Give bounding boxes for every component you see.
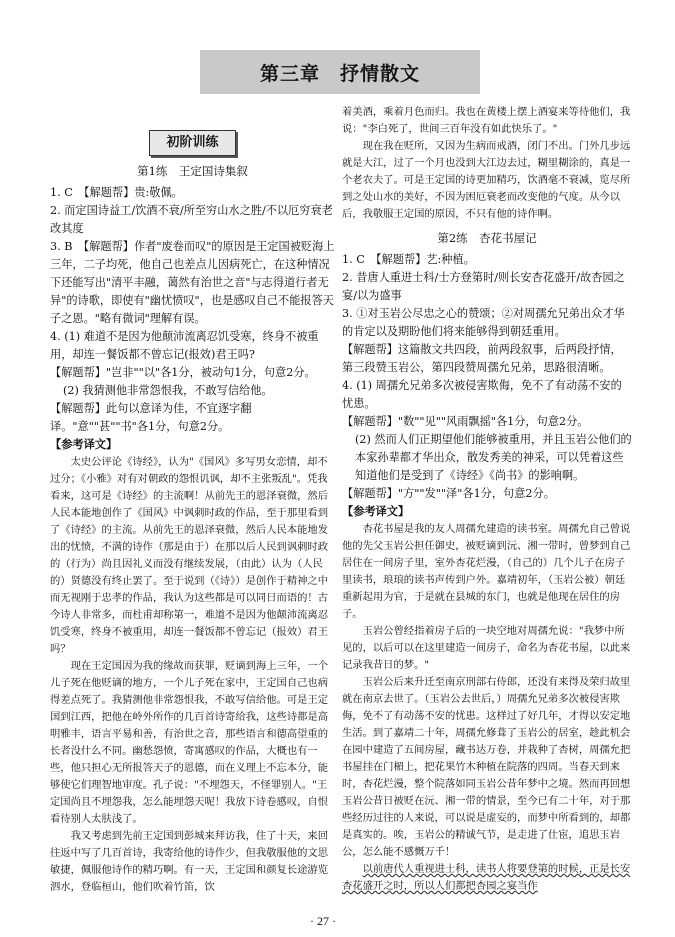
answer-4-2: (2) 然而人们正期望他们能够被重用，并且玉岩公他们的本家孙辈都才华出众，散发秀美的神采，可以凭着这些知道他们是受到了《诗经》《尚书》的影响啊。 (355, 433, 632, 482)
left-column (50, 112, 335, 896)
page-number: · 27 · (310, 914, 336, 928)
badge-wrap (50, 130, 335, 156)
answer-1: 1. C 【解题帮】贵:敬佩。 (50, 186, 183, 199)
answer-4-2: (2) 我猜测他非常怨恨我，不敢写信给他。 (63, 384, 273, 397)
answer-4-1: 4. (1) 周孺允兄弟多次被侵害欺侮，免不了有动荡不安的忧患。 (342, 379, 622, 410)
translation-paragraph: 玉岩公后来升迁至南京刑部右侍郎，还没有来得及荣归故里就在南京去世了。（玉岩公去世后，）周孺允兄弟多次被侵害欺侮，免不了有动荡不安的忧患。这样过了好几年，才得以安定地生活。到了嘉靖二十年，周孺允修葺了玉岩公的居室，趁此机会在园中建造了五间房屋，藏书达万卷，并栽种了杏树，周孺允把书屋挂在门楣上，把花果竹木种植在院落的四周。当春天到来时，杏花烂漫，整个院落如同玉岩公昔年梦中之境。然而再回想玉岩公昔日被贬在沅、湘一带的情景，至今已有二十年，对于那些经历过往的人来说，可以说是虚妄的，而梦中所看到的，却都是真实的。唉，玉岩公的精诚气节，是走进了仕宦，追思玉岩公，怎么能不感慨万千！ (342, 676, 631, 858)
answer-1: 1. C 【解题帮】艺:种植。 (342, 253, 475, 266)
translation-paragraph: 我又考虑到先前王定国到彭城来拜访我，住了十天，来回往返中写了几百首诗，我寄给他的诗作少，但我敬服他的文思敏捷，佩服他诗作的精巧啊。有一天，王定国和颜复长途游览泗水，登临桓山，他们吹着竹笛，饮 (50, 830, 329, 893)
section-badge: 初阶训练 (149, 130, 235, 156)
answer-4-1-note: 【解题帮】"数""见""风雨飘摇"各1分，句意2分。 (342, 415, 589, 428)
answer-2: 2. 昔唐人重进士科/士方登第时/则长安杏花盛开/故杏园之宴/以为盛事 (342, 271, 625, 302)
translation-paragraph: 现在王定国因为我的缘故而获罪，贬谪到海上三年，一个儿子死在他贬谪的地方，一个儿子死在家中，王定国自己也病得差点死了。我猜测他非常怨恨我，不敢写信给他。可是王定国到江西，把他在岭外所作的几百首诗寄给我，这些诗都是高明雅丰，语言平易和善，有治世之音，那些语言和德高望重的长者没什么不同。幽愁怨愤，寄寓感叹的作品，大概也有一些，他只担心无所报答天子的恩德，而在义理上不忘本分，能够使它们理智地审度。孔子说："不埋怨天，不怪罪别人。"王定国尚且不埋怨我，怎么能埋怨天呢！我放下诗卷感叹，自恨看待别人太肤浅了。 (50, 660, 329, 825)
right-column (342, 104, 632, 895)
translation-paragraph: 以前唐代人重视进士科，读书人将要登第的时候，正是长安杏花盛开之时，所以人们都把杏园之宴当作 (342, 863, 631, 892)
exercise-2-answers (342, 251, 632, 895)
answer-2: 2. 而定国诗益工/饮酒不衰/所至穷山水之胜/不以厄穷衰老改其度 (50, 204, 333, 235)
answer-4-1-note: 【解题帮】"岂非""以"各1分，被动句1分，句意2分。 (50, 366, 316, 379)
exercise-1-answers (50, 184, 335, 896)
reference-translation-label: 【参考译文】 (50, 438, 118, 451)
answer-3: 3. B 【解题帮】作者"废卷而叹"的原因是王定国被贬海上三年，二子均死，他自己也差点儿因病死亡，在这种情况下还能写出"清平丰融，蔼然有治世之音"与志得道行者无异"的诗歌，即使有"幽忧愤叹"，也是感叹自己不能报答天子之恩。"略有微词"理解有误。 (50, 240, 335, 325)
translation-continued: 现在我在贬所，又因为生病而戒酒，闭门不出。门外几步远就是大江，过了一个月也没到大江边去过，糊里糊涂的，真是一个老农夫了。可是王定国的诗更加精巧，饮酒毫不衰减，览尽所到之处山水的美好，不因为困厄衰老而改变他的气度。从今以后，我敬服王定国的原因，不只有他的诗作啊。 (342, 140, 631, 220)
translation-paragraph: 太史公评论《诗经》，认为"《国风》多写男女恋情，却不过分；《小雅》对有对朝政的怨恨讥讽，却不主张叛乱"。凭我看来，这可是《诗经》的主流啊！从前先王的恩泽衰微，然后人民本能地创作了《国风》中讽刺时政的作品，至于那里看到了《诗经》的主流。从前先王的恩泽衰微，然后人民本能地发出的忧愤，不满的诗作（那是由于）在那以后人民到讽刺时政的（行为）尚且因礼义而没有继续发展，（由此）认为（人民的）贤德没有终止罢了。至于说到（《诗》）是创作于精神之中而无视刚于忠孝的作品，我认为这些都是可以同日而语的！古今诗人非常多，而杜甫却称第一，难道不是因为他颠沛流离忍饥受寒，终身不被重用，却连一餐饭都不曾忘记（报效）君王吗？ (50, 456, 329, 655)
exercise-1-title: 第1练 王定国诗集叙 (137, 164, 248, 178)
answer-3: 3. ①对玉岩公尽忠之心的赞颂；②对周孺允兄弟出众才华的肯定以及期盼他们将来能够得到朝廷重用。 (342, 307, 625, 338)
translation-paragraph: 玉岩公曾经指着房子后的一块空地对周孺允说："我梦中所见的，以后可以在这里建造一间房子，命名为杏花书屋，以此来记录我昔日的梦。" (342, 625, 631, 671)
answer-4-1: 4. (1) 难道不是因为他颠沛流离忍饥受寒，终身不被重用，却连一餐饭都不曾忘记(报效)君王吗? (50, 330, 319, 361)
answer-4-2-note: 【解题帮】此句以意译为佳，不宜逐字翻译。"意""甚""书"各1分，句意2分。 (50, 402, 252, 433)
chapter-title: 第三章 抒情散文 (259, 62, 420, 85)
answer-4-2-note: 【解题帮】"方""发""泽"各1分，句意2分。 (342, 487, 555, 500)
translation-continued: 着美酒，乘着月色而归。我也在黄楼上摆上酒宴来等待他们，我说："李白死了，世间三百年没有如此快乐了。" (342, 106, 631, 135)
exercise-2-title: 第2练 杏花书屋记 (437, 231, 537, 245)
translation-paragraph: 杏花书屋是我的友人周孺允建造的读书室。周孺允自己曾说他的先父玉岩公担任御史，被贬谪到沅、湘一带时，曾梦到自己居住在一间房子里，室外杏花烂漫，（自己的）几个儿子在房子里读书，琅琅的读书声传到户外。嘉靖初年，（玉岩公被）朝廷重新起用为官，于是就在县城的东门，也就是他现在居住的房子。 (342, 523, 631, 620)
answer-3-note: 【解题帮】这篇散文共四段，前两段叙事，后两段抒情，第三段赞玉岩公，第四段赞周孺允兄弟，思路很清晰。 (342, 343, 622, 374)
reference-translation-label: 【参考译文】 (342, 505, 410, 518)
chapter-header (200, 50, 480, 94)
